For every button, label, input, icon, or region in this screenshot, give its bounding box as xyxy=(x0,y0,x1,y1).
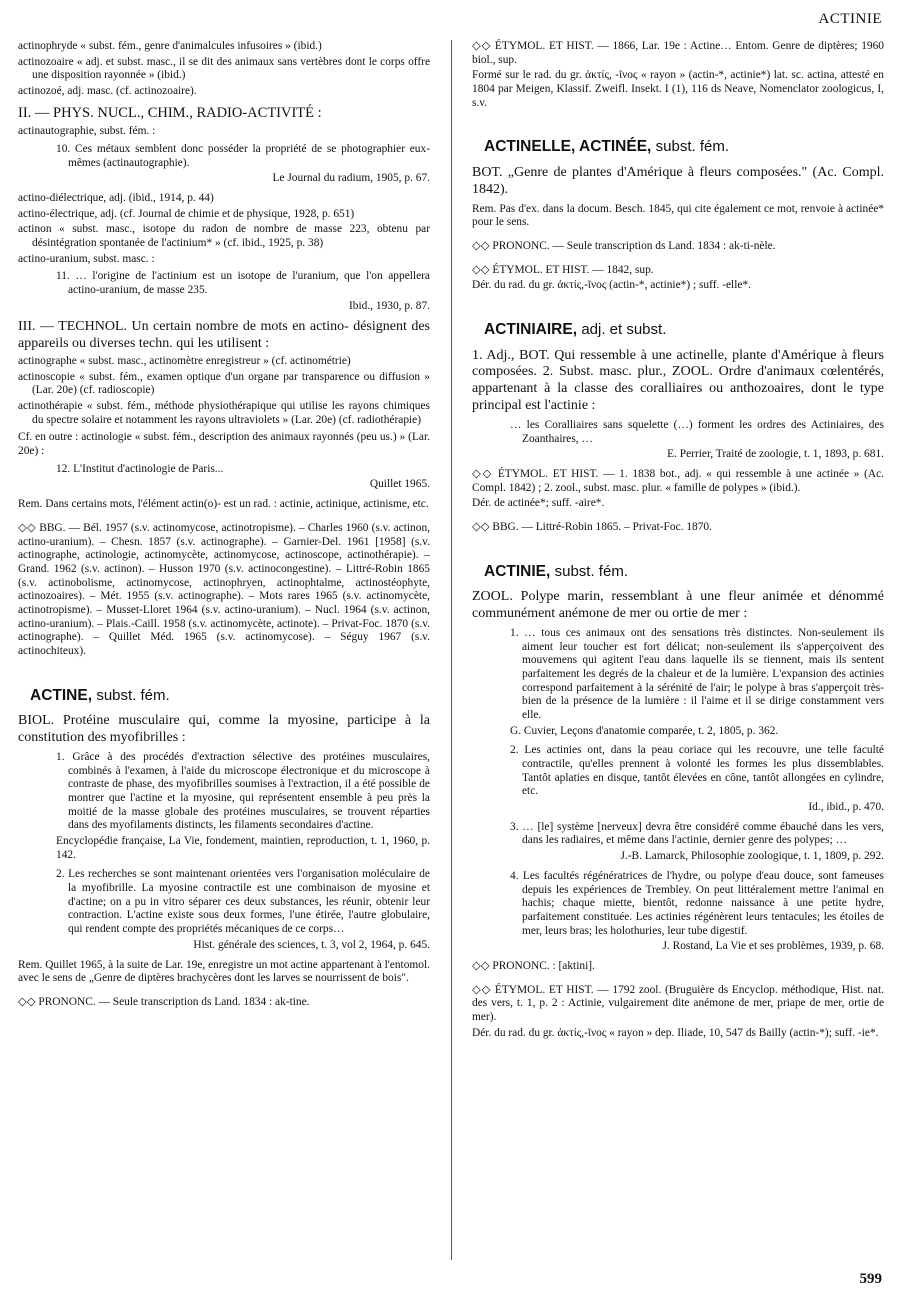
bibliography-actiniaire: ◇◇ BBG. — Littré-Robin 1865. – Privat-Foc. 1870. xyxy=(472,520,712,533)
actinie-quote-4-source: J. Rostand, La Vie et ses problèmes, 1939, p. 68. xyxy=(662,940,884,953)
remark-actinelle: Rem. Pas d'ex. dans la docum. Besch. 1845, qui cite également ce mot, renvoie à actinée* pour le sens. xyxy=(472,202,884,229)
etymology-actine-detail: Formé sur le rad. du gr. ἀκτίς, -ῖνος « rayon » (actin-*, actinie*) lat. sc. actina, attesté en 1804 par Meigen, Klassif. Zweifl. Insekt. I (1), 116 ds Neave, Nomenclator zoologicus, I, s.v. xyxy=(472,69,884,109)
headword-actine-grammar: subst. fém. xyxy=(96,686,170,704)
cf-actinologie: Cf. en outre : actinologie « subst. fém., description des animaux rayonnés (peu us.) » (Lar. 20e) : xyxy=(18,431,430,458)
section-ii-heading: II. — PHYS. NUCL., CHIM., RADIO-ACTIVITÉ : xyxy=(18,104,322,121)
section-iii-heading: III. — TECHNOL. Un certain nombre de mots en actino- désignent des appareils ou diverses techn. qui les utilisent : xyxy=(18,319,430,352)
remark-actino: Rem. Dans certains mots, l'élément actin(o)- est un rad. : actinie, actinique, actinisme, etc. xyxy=(18,498,429,511)
pronunciation-actine: ◇◇ PRONONC. — Seule transcription ds Land. 1834 : ak-tine. xyxy=(18,995,310,1008)
actine-quote-1: 1. Grâce à des procédés d'extraction sélective des protéines musculaires, combinés à l'examen, à l'aide du microscope électronique et du microscope à contraste de phase, des myofibrilles soumises à l'extraction, il a été possible de montrer que l'actine et la myosine, qui représentent ensemble à peu près la moitié de la masse globale des protéines musculaires, se trouvent réparties dans des myofilaments distincts, les filaments secondaires d'actine. xyxy=(56,750,430,832)
quote-12-source: Quillet 1965. xyxy=(369,478,430,491)
actinie-quote-1: 1. … tous ces animaux ont des sensations très distinctes. Non-seulement ils aiment leur toucher est fort délicat; non-seulement ils s'apperçoivent des mouvemens qui agitent l'eau dans laquelle ils se tiennent, mais ils sentent parfaitement les degrés de la chaleur et de la lumière. L'expansion des actinies correspond parfaitement à la sérénité de l'air; le polype à bras s'apperçoit très-bien de la présence de la lumière : il l'aime et il se dirige constamment vers elle. xyxy=(510,626,884,721)
entry-actinozoaire: actinozoaire « adj. et subst. masc., il se dit des animaux sans vertèbres dont le corps offre une disposition rayonnée » (ibid.) xyxy=(18,55,430,82)
headword-actinie xyxy=(484,563,884,582)
actinie-quote-2: 2. Les actinies ont, dans la peau coriace qui les recouvre, une telle faculté contractile, qu'elles prennent à volonté les formes les plus dissemblables. Tantôt aplaties en disque, tantôt élevées en cône, tantôt allongées en cylindre, etc. xyxy=(510,744,884,798)
definition-actiniaire: 1. Adj., BOT. Qui ressemble à une actinelle, plante d'Amérique à fleurs composées. 2. Subst. masc. plur., ZOOL. Ordre d'animaux cœlentérés, appartenant à la classe des coralliaires ou anthozoaires, dont le type principal est l'actinie : xyxy=(472,347,884,414)
entry-actinoscopie: actinoscopie « subst. fém., examen optique d'un organe par transparence ou diffusion » (Lar. 20e) (cf. radioscopie) xyxy=(18,370,430,397)
actiniaire-quote-source: E. Perrier, Traité de zoologie, t. 1, 1893, p. 681. xyxy=(667,448,884,461)
bibliography-actino: ◇◇ BBG. — Bél. 1957 (s.v. actinomycose, actinotropisme). – Charles 1960 (s.v. actinon, actino-uranium). – Chesn. 1857 (s.v. actinographe). – Garnier-Del. 1961 [1958] (s.v. actinographe, actinologie, actinomycète, actinomycose, actinoscope, actinothérapie). – Grand. 1962 (s.v. actinon). – Husson 1970 (s.v. actinocongestine). – Littré-Robin 1865 (s.v. actinobolisme, actinomycose, actinophryen, actinophtalme, actinostéophyte, actinozoaires). – Mét. 1955 (s.v. actinographe). – Mots rares 1965 (s.v. actinomycète, actinotropisme). – Musset-Lloret 1964 (s.v. actino-uranium). – Nucl. 1964 (s.v. actinon, actino-uranium). – Plais.-Caill. 1958 (s.v. actinomycète, actinote). – Privat-Foc. 1870 (s.v. actinographe). – Quillet Méd. 1965 (s.v. actinomycose). – Séguy 1967 (s.v. actinochiteux). xyxy=(18,521,430,658)
actine-quote-2-source: Hist. générale des sciences, t. 3, vol 2, 1964, p. 645. xyxy=(193,938,430,951)
headword-actine xyxy=(30,687,430,706)
headword-actine-text: ACTINE, xyxy=(30,686,92,704)
headword-actinelle-text: ACTINELLE, ACTINÉE, xyxy=(484,138,652,156)
etymology-actiniaire-detail: Dér. de actinée*; suff. -aire*. xyxy=(472,497,605,510)
actinie-quote-3: 3. … [le] système [nerveux] devra être considéré comme ébauché dans les vers, dans les radiaires, et même dans l'actinie, dernier genre des polypes; … xyxy=(510,820,884,847)
quote-11-source: Ibid., 1930, p. 87. xyxy=(349,299,430,312)
etymology-actine: ◇◇ ÉTYMOL. ET HIST. — 1866, Lar. 19e : Actine… Entom. Genre de diptères; 1960 biol., sup. xyxy=(472,40,884,66)
definition-actine: BIOL. Protéine musculaire qui, comme la myosine, participe à la constitution des myofibrilles : xyxy=(18,713,430,746)
entry-actinozoe: actinozoé, adj. masc. (cf. actinozoaire). xyxy=(18,85,197,98)
running-head: ACTINIE xyxy=(818,11,882,27)
pronunciation-actinie: ◇◇ PRONONC. : [aktini]. xyxy=(472,959,595,972)
entry-actinographe: actinographe « subst. masc., actinomètre enregistreur » (cf. actinométrie) xyxy=(18,354,351,367)
entry-actinautographie: actinautographie, subst. fém. : xyxy=(18,125,156,138)
entry-actino-electrique: actino-électrique, adj. (cf. Journal de chimie et de physique, 1928, p. 651) xyxy=(18,207,355,220)
headword-actinelle xyxy=(484,138,884,157)
headword-actiniaire-text: ACTINIAIRE, xyxy=(484,321,577,339)
entry-actinon: actinon « subst. masc., isotope du radon de nombre de masse 223, obtenu par désintégration spontanée de l'actinium* » (cf. ibid., 1925, p. 38) xyxy=(18,223,430,249)
etymology-actinelle-detail: Dér. du rad. du gr. ἀκτίς,-ῖνος (actin-*, actinie*) ; suff. -elle*. xyxy=(472,279,751,292)
actine-quote-2: 2. Les recherches se sont maintenant orientées vers l'organisation moléculaire de la myofibrille. La myosine contractile est une combinaison de myosine et d'actine; on a pu in vitro séparer ces deux substances, les réunir, obtenir leur contraction. L'actine existe sous deux formes, l'une étirée, l'autre globulaire, qui rendent compte des propriétés mécaniques de ce corps… xyxy=(56,868,430,936)
etymology-actinelle: ◇◇ ÉTYMOL. ET HIST. — 1842, sup. xyxy=(472,263,654,276)
etymology-actinie-detail: Dér. du rad. du gr. ἀκτίς,-ῖνος « rayon » dep. Iliade, 10, 547 ds Bailly (actin-*); suff. -ie*. xyxy=(472,1026,879,1039)
entry-actinophryde: actinophryde « subst. fém., genre d'animalcules infusoires » (ibid.) xyxy=(18,40,322,52)
etymology-actiniaire: ◇◇ ÉTYMOL. ET HIST. — 1. 1838 bot., adj. « qui ressemble à une actinée » (Ac. Compl. 1842) ; 2. zool., subst. masc. plur. « famille de polypes » (ibid.). xyxy=(472,467,884,494)
pronunciation-actinelle: ◇◇ PRONONC. — Seule transcription ds Land. 1834 : ak-ti-nèle. xyxy=(472,240,776,252)
headword-actiniaire xyxy=(484,321,884,340)
headword-actiniaire-grammar: adj. et subst. xyxy=(581,321,667,339)
entry-actino-dielectrique: actino-diélectrique, adj. (ibid., 1914, p. 44) xyxy=(18,191,214,204)
actinie-quote-4: 4. Les facultés régénératrices de l'hydre, ou polype d'eau douce, sont fameuses depuis les expériences de Trembley. On peut littéralement mettre l'animal en hachis; chaque miette, bientôt, redonne naissance à une petite hydre, parfaitement constituée. Les actinies régénèrent leurs tentacules; les étoiles de mer, leurs bras; les holothuries, leur tube digestif. xyxy=(510,869,884,937)
etymology-actinie: ◇◇ ÉTYMOL. ET HIST. — 1792 zool. (Bruguière ds Encyclop. méthodique, Hist. nat. des vers, t. 1, p. 2 : Actinie, vulgairement dite anémone de mer, priape de mer, ortie de mer). xyxy=(472,983,884,1024)
headword-actinie-text: ACTINIE, xyxy=(484,562,551,580)
actinie-quote-1-source: G. Cuvier, Leçons d'anatomie comparée, t. 2, 1805, p. 362. xyxy=(510,724,779,737)
actiniaire-quote: … les Coralliaires sans squelette (…) forment les ordres des Actiniaires, des Zoanthaires, … xyxy=(510,418,884,445)
left-column xyxy=(18,40,430,1012)
quote-10-source: Le Journal du radium, 1905, p. 67. xyxy=(272,172,430,185)
remark-actine: Rem. Quillet 1965, à la suite de Lar. 19e, enregistre un mot actine appartenant à l'entomol. avec le sens de „Genre de diptères brachycères dont les larves se nourrissent de bois". xyxy=(18,958,430,985)
page-number: 599 xyxy=(859,1271,882,1287)
headword-actinie-grammar: subst. fém. xyxy=(554,562,628,580)
actinie-quote-2-source: Id., ibid., p. 470. xyxy=(808,801,884,814)
column-rule xyxy=(451,40,452,1260)
quote-10: 10. Ces métaux semblent donc posséder la propriété de se photographier eux-mêmes (actinautographie). xyxy=(56,142,430,169)
actine-quote-1-source: Encyclopédie française, La Vie, fondement, maintien, reproduction, t. 1, 1960, p. 142. xyxy=(56,835,430,861)
definition-actinelle: BOT. „Genre de plantes d'Amérique à fleurs composées." (Ac. Compl. 1842). xyxy=(472,165,884,197)
actinie-quote-3-source: J.-B. Lamarck, Philosophie zoologique, t. 1, 1809, p. 292. xyxy=(620,850,884,863)
entry-actino-uranium: actino-uranium, subst. masc. : xyxy=(18,252,155,265)
right-column xyxy=(472,40,884,1042)
quote-12: 12. L'Institut d'actinologie de Paris... xyxy=(56,462,224,475)
quote-11: 11. … l'origine de l'actinium est un isotope de l'uranium, que l'on appellera actino-uranium, de masse 235. xyxy=(56,270,430,297)
entry-actinotherapie: actinothérapie « subst. fém., méthode physiothérapique qui utilise les rayons chimiques du spectre solaire et notamment les rayons ultraviolets » (Lar. 20e) (cf. radiothérapie) xyxy=(18,400,430,426)
headword-actinelle-grammar: subst. fém. xyxy=(655,138,730,156)
definition-actinie: ZOOL. Polype marin, ressemblant à une fleur animée et dénommé communément anémone de mer ou ortie de mer : xyxy=(472,589,884,622)
